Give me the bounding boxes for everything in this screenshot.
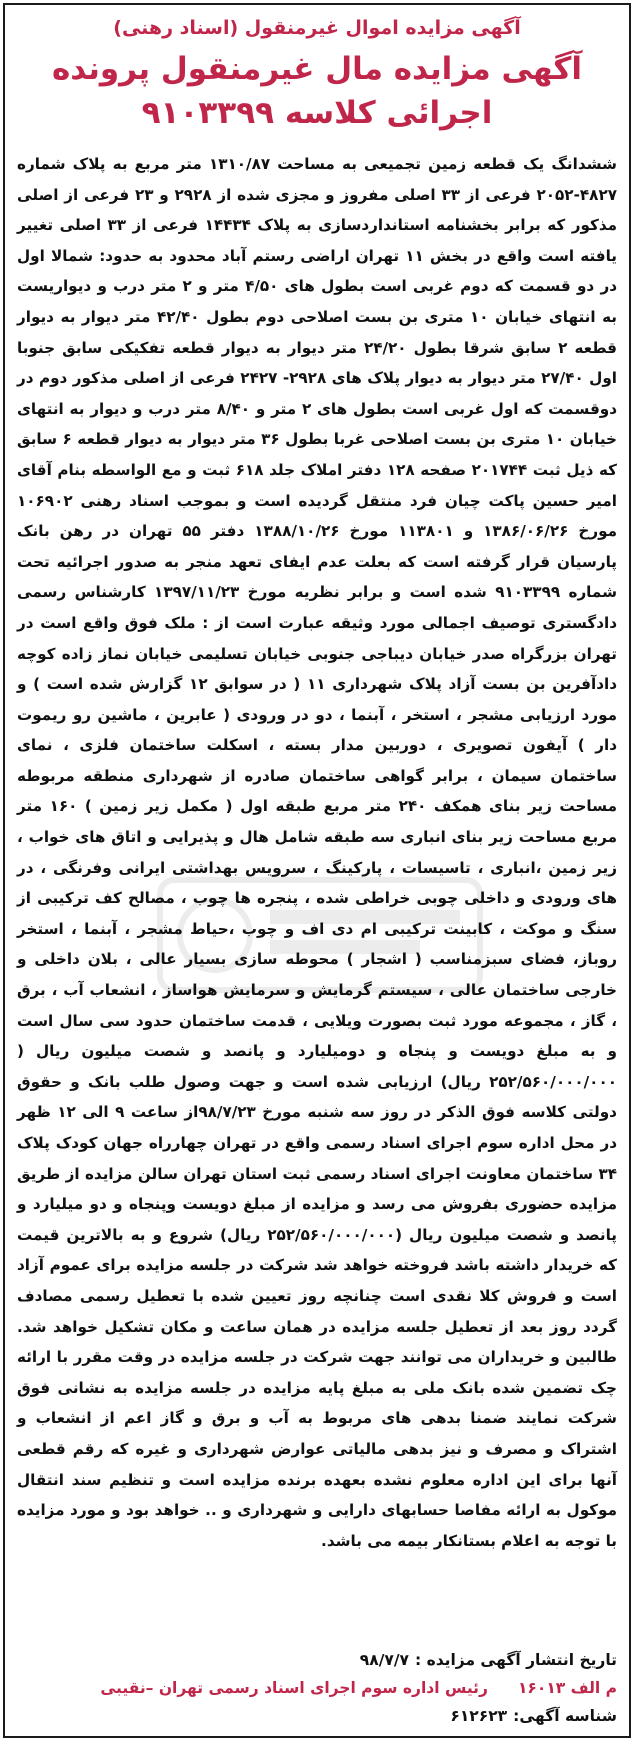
notice-footer — [17, 1646, 617, 1730]
notice-id-row — [17, 1702, 617, 1730]
signature: رئیس اداره سوم اجرای اسناد رسمی تهران –نقیبی — [100, 1679, 488, 1697]
publish-date-row — [17, 1646, 617, 1674]
notice-id-label: شناسه آگهی: — [513, 1707, 617, 1725]
notice-id-value: ۶۱۲۶۲۳ — [450, 1707, 508, 1725]
notice-main-title: آگهی مزایده مال غیرمنقول پرونده اجرائی کلاسه ۹۱۰۳۳۹۹ — [52, 51, 582, 131]
notice-frame — [3, 3, 631, 1738]
publish-date-label: تاریخ انتشار آگهی مزایده : — [414, 1651, 617, 1669]
notice-body: ششدانگ یک قطعه زمین تجمیعی به مساحت ۱۳۱۰/۸۷ متر مربع به پلاک شماره ۴۸۲۷-۲۰۵۲ فرعی از ۳۳ اصلی مفروز و مجزی شده از ۲۹۲۸ و ۲۳ فرعی از اصلی مذکور که برابر بخشنامه استانداردسازی به پلاک ۱۴۴۳۴ فرعی از ۳۳ اصلی تغییر یافته است واقع در بخش ۱۱ تهران اراضی رستم آباد محدود به حدود: شمالا اول در دو قسمت که دوم غربی است بطول های ۴/۵۰ متر و ۲ متر درب و دیواریست به انتهای خیابان ۱۰ متری بن بست اصلاحی دوم بطول ۴۲/۴۰ متر دیوار به دیوار قطعه ۲ سابق شرقا بطول ۲۴/۲۰ متر دیوار به دیوار قطعه تفکیکی سابق جنوبا اول ۲۷/۴۰ متر دیوار به دیوار پلاک های ۲۹۲۸- ۲۴۲۷ فرعی از اصلی مذکور دوم در دوقسمت که اول غربی است بطول های ۲ متر و ۸/۴۰ متر درب و دیوار به انتهای خیابان ۱۰ متری بن بست اصلاحی غربا بطول ۳۶ متر دیوار به دیوار قطعه ۶ سابق که ذیل ثبت ۲۰۱۷۴۴ صفحه ۱۲۸ دفتر املاک جلد ۶۱۸ ثبت و مع الواسطه بنام آقای امیر حسین پاکت چیان فرد منتقل گردیده است و بموجب اسناد رهنی ۱۰۶۹۰۲ مورخ ۱۳۸۶/۰۶/۲۶ و ۱۱۳۸۰۱ مورخ ۱۳۸۸/۱۰/۲۶ دفتر ۵۵ تهران در رهن بانک پارسیان قرار گرفته است که بعلت عدم ایفای تعهد منجر به صدور اجرائیه تحت شماره ۹۱۰۳۳۹۹ شده است و برابر نظریه مورخ ۱۳۹۷/۱۱/۲۳ کارشناس رسمی دادگستری توصیف اجمالی مورد وثیقه عبارت است از : ملک فوق واقع است در تهران بزرگراه صدر خیابان دیباجی جنوبی خیابان تسلیمی خیابان نماز زاده کوچه دادآفرین بن بست آزاد پلاک شهرداری ۱۱ ( در سوابق ۱۲ گزارش شده است ) و مورد ارزیابی مشجر ، استخر ، آبنما ، دو در ورودی ( عابرین ، ماشین رو ریموت دار ) آیفون تصویری ، دوربین مدار بسته ، اسکلت ساختمان فلزی ، نمای ساختمان سیمان ، برابر گواهی ساختمان صادره از شهرداری منطقه مربوطه مساحت زیر بنای همکف ۲۴۰ متر مربع طبقه اول ( مکمل زیر زمین ) ۱۶۰ متر مربع مساحت زیر بنای انباری سه طبقه شامل هال و پذیرایی و اتاق های خواب ، زیر زمین ،انباری ، تاسیسات ، پارکینگ ، سرویس بهداشتی ایرانی وفرنگی ، در های ورودی و داخلی چوبی خراطی شده ، پنجره ها چوب ، مصالح کف ترکیبی از سنگ و موکت ، کابینت ترکیبی ام دی اف و چوب ،حیاط مشجر ، آبنما ، استخر روباز، فضای سبزمناسب ( اشجار ) محوطه سازی بسیار عالی ، بلان داخلی و خارجی ساختمان عالی ، سیستم گرمایش و سرمایش هواساز ، انشعاب آب ، برق ، گاز ، مجموعه مورد ثبت بصورت ویلایی ، قدمت ساختمان حدود سی سال است و به مبلغ دویست و پنجاه و دومیلیارد و پانصد و شصت میلیون ریال ( ۲۵۲/۵۶۰/۰۰۰/۰۰۰ ریال) ارزیابی شده است و جهت وصول طلب بانک و حقوق دولتی کلاسه فوق الذکر در روز سه شنبه مورخ ۹۸/۷/۲۳از ساعت ۹ الی ۱۲ ظهر در محل اداره سوم اجرای اسناد رسمی واقع در تهران چهارراه جهان کودک پلاک ۳۴ ساختمان معاونت اجرای اسناد رسمی ثبت استان تهران سالن مزایده از طریق مزایده حضوری بفروش می رسد و مزایده از مبلغ دویست وپنجاه و دو میلیارد و پانصد و شصت میلیون ریال (۲۵۲/۵۶۰/۰۰۰/۰۰۰ ریال) شروع و به بالاترین قیمت که خریدار داشته باشد فروخته خواهد شد شرکت در جلسه مزایده برای عموم آزاد است و فروش کلا نقدی است چنانچه روز تعیین شده با تعطیل رسمی مصادف گردد روز بعد از تعطیل جلسه مزایده در همان ساعت و مکان تشکیل خواهد شد. طالبین و خریداران می توانند جهت شرکت در جلسه مزایده در وقت مقرر با ارائه چک تضمین شده بانک ملی به مبلغ پایه مزایده در جلسه مزایده به نشانی فوق شرکت نمایند ضمنا بدهی های مربوط به آب و برق و گاز اعم از انشعاب و اشتراک و مصرف و نیز بدهی مالیاتی عوارض شهرداری و غیره که رقم قطعی آنها برای این اداره معلوم نشده بعهده برنده مزایده است و تنظیم سند انتقال موکول به ارائه مفاصا حسابهای دارایی و شهرداری و .. خواهد بود و مورد مزایده با توجه به اعلام بستانکار بیمه می باشد. — [17, 155, 618, 1550]
notice-code: م الف ۱۶۰۱۳ — [517, 1679, 617, 1697]
publish-date-value: ۹۸/۷/۷ — [359, 1651, 409, 1669]
notice-top-heading: آگهی مزایده اموال غیرمنقول (اسناد رهنی) — [113, 17, 521, 39]
code-signature-row — [17, 1674, 617, 1702]
